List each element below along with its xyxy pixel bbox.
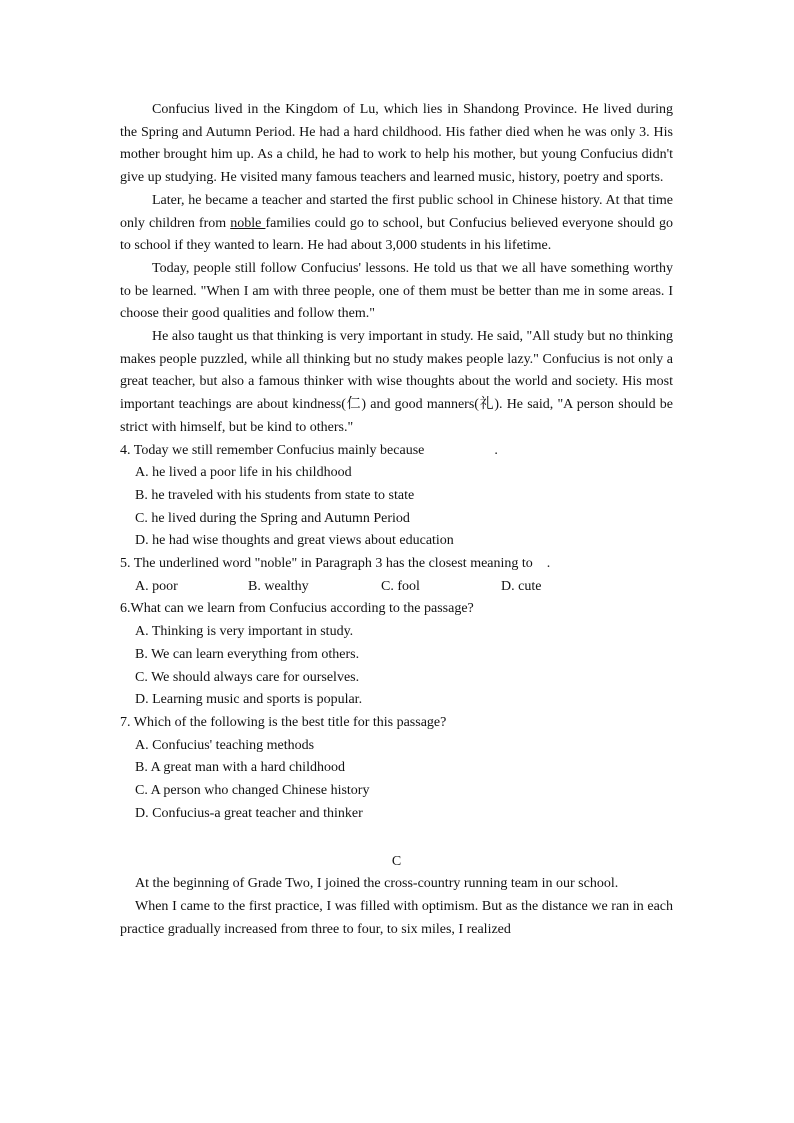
document-body xyxy=(120,99,673,941)
paragraph-2-text-a: Later, he became a teacher and started the first public school in Chinese history. At that time only children from xyxy=(120,192,673,231)
question-4-option-b: B. he traveled with his students from state to state xyxy=(135,487,415,503)
question-7-option-c: C. A person who changed Chinese history xyxy=(135,783,370,799)
question-4 xyxy=(120,440,673,463)
question-6-option-d: D. Learning music and sports is popular. xyxy=(135,692,363,708)
question-5-stem: 5. The underlined word "noble" in Paragraph 3 has the closest meaning to xyxy=(120,556,533,572)
section-heading-c: C xyxy=(391,853,402,869)
question-5-option-a: A. poor xyxy=(135,578,178,594)
question-6-option-b: B. We can learn everything from others. xyxy=(135,646,360,662)
question-5-end: . xyxy=(546,556,551,572)
question-4-option-d: D. he had wise thoughts and great views about education xyxy=(135,533,454,549)
passage-paragraph-2 xyxy=(120,190,673,258)
question-5-option-d: D. cute xyxy=(501,578,542,594)
question-5-options xyxy=(120,576,673,599)
question-4-option-c: C. he lived during the Spring and Autumn Period xyxy=(135,510,410,526)
question-5-option-c: C. fool xyxy=(381,578,420,594)
question-7-option-d: D. Confucius-a great teacher and thinker xyxy=(135,805,363,821)
question-4-stem: 4. Today we still remember Confucius mainly because xyxy=(120,442,425,458)
question-6-option-a: A. Thinking is very important in study. xyxy=(135,624,354,640)
question-7-option-b: B. A great man with a hard childhood xyxy=(135,760,345,776)
question-4-option-a: A. he lived a poor life in his childhood xyxy=(135,465,352,481)
question-5-option-b: B. wealthy xyxy=(248,578,309,594)
passage-paragraph-1: Confucius lived in the Kingdom of Lu, which lies in Shandong Province. He lived during the Spring and Autumn Period. He had a hard childhood. His father died when he was only 3. His mother brought him up. As a child, he had to work to help his mother, but young Confucius didn't give up studying. He visited many famous teachers and learned music, history, poetry and sports. xyxy=(120,102,673,186)
question-6-option-c: C. We should always care for ourselves. xyxy=(135,669,360,685)
question-7-stem: 7. Which of the following is the best title for this passage? xyxy=(120,714,447,730)
question-5 xyxy=(120,553,673,576)
section-c-paragraph-2: When I came to the first practice, I was filled with optimism. But as the distance we ran in each practice gradually increased from three to four, to six miles, I realized xyxy=(120,898,673,937)
question-6-stem: 6.What can we learn from Confucius according to the passage? xyxy=(120,601,474,617)
passage-paragraph-3: Today, people still follow Confucius' lessons. He told us that we all have something worthy to be learned. "When I am with three people, one of them must be better than me in some areas. I choose their good qualities and follow them." xyxy=(120,260,673,322)
question-4-end: . xyxy=(494,442,498,458)
section-c-paragraph-1: At the beginning of Grade Two, I joined the cross-country running team in our school. xyxy=(135,876,619,892)
paragraph-2-text-b: families could go to school, but Confucius believed everyone should go to school if they wanted to learn. He had about 3,000 students in his lifetime. xyxy=(120,215,673,254)
underlined-word-noble: noble xyxy=(230,215,266,231)
passage-paragraph-4: He also taught us that thinking is very important in study. He said, "All study but no thinking makes people puzzled, while all thinking but no study makes people lazy." Confucius is not only a great teacher, but also a famous thinker with wise thoughts about the world and society. His most important teachings are about kindness(仁) and good manners(礼). He said, "A person should be strict with himself, but be kind to others." xyxy=(120,329,673,435)
question-7-option-a: A. Confucius' teaching methods xyxy=(135,737,315,753)
